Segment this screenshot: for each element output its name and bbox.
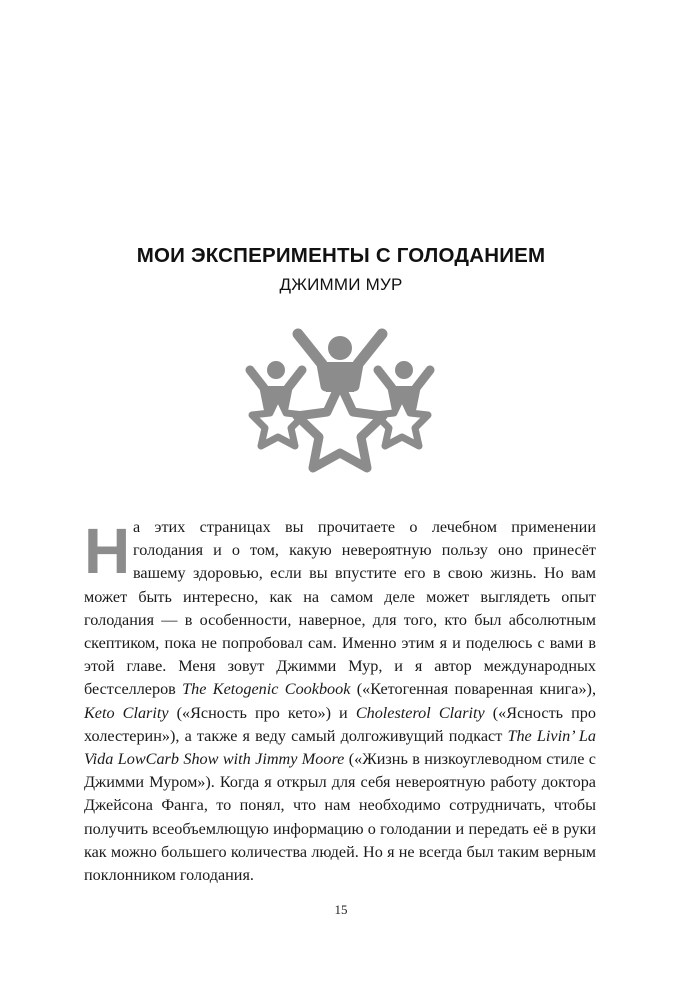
body-text-run: («Кетогенная поваренная книга»), [350, 680, 596, 699]
book-title-keto-clarity: Keto Clarity [84, 703, 169, 722]
body-text-run: («Ясность про кето») и [168, 703, 356, 722]
book-title-ketogenic-cookbook: The Ketogenic Cookbook [182, 680, 351, 699]
podcast-title: The Livin’ La Vida LowCarb Show with Jimmy Moore [84, 726, 596, 769]
chapter-body [84, 516, 596, 887]
body-text-run: («Жизнь в низкоуглеводном стиле с Джимми Муром»). Когда я открыл для себя невероятную работу доктора Джейсона Фанга, то понял, что нам необходимо сотрудничать, чтобы получить всеобъемлющую информацию о голодании и передать её в руки как можно большего количества людей. Но я не всегда был таким верным поклонником голодания. [84, 750, 596, 885]
three-people-stars-icon [240, 328, 440, 480]
page-number: 15 [334, 902, 348, 917]
chapter-author: ДЖИММИ МУР [279, 275, 403, 294]
body-text-run: («Ясность про холестерин»), а также я веду самый долгоживущий подкаст [84, 703, 596, 745]
chapter-title: МОИ ЭКСПЕРИМЕНТЫ С ГОЛОДАНИЕМ [136, 244, 546, 267]
body-text-run: а этих страницах вы прочитаете о лечебном применении голодания и о том, какую невероятную пользу оно принесёт вашему здоровью, если вы впустите его в свою жизнь. Но вам может быть интересно, как на самом деле может выглядеть опыт голодания — в особенности, наверное, для того, кто был абсолютным скептиком, пока не попробовал сам. Именно этим я и поделюсь с вами в этой главе. Меня зовут Джимми Мур, и я автор международных бестселлеров [84, 518, 596, 699]
book-title-cholesterol-clarity: Cholesterol Clarity [355, 703, 485, 722]
drop-cap: Н [84, 515, 131, 587]
center-star-icon [297, 384, 383, 468]
